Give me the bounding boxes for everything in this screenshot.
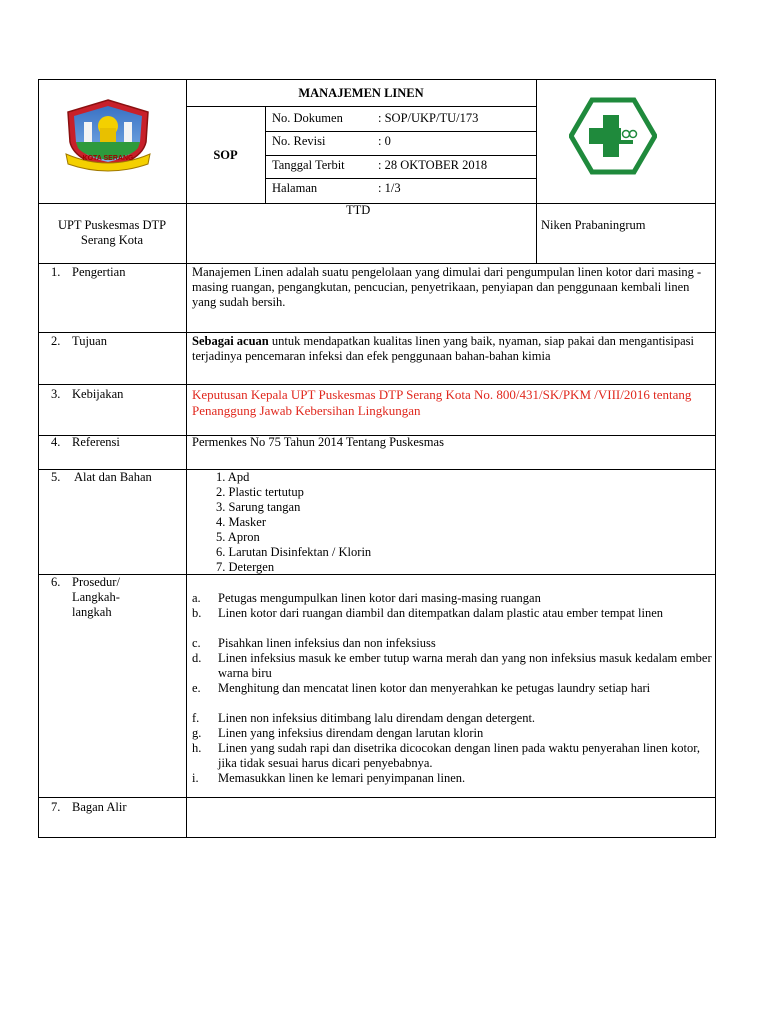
list-item: 7. Detergen <box>216 560 275 574</box>
org-name: UPT Puskesmas DTP Serang Kota <box>57 218 167 247</box>
alat-list <box>216 470 371 575</box>
section-number: 3. <box>51 387 61 401</box>
section-number: 6. <box>51 575 61 589</box>
section-label-kebijakan: Kebijakan <box>72 387 124 401</box>
referensi-text: Permenkes No 75 Tahun 2014 Tentang Puskesmas <box>192 435 444 449</box>
list-item: h. Linen yang sudah rapi dan disetrika dicocokan dengan linen pada waktu penyerahan linen kotor, jika tidak sesuai harus dicari penyebabnya. <box>192 741 700 770</box>
tujuan-body: untuk mendapatkan kualitas linen yang baik, nyaman, siap pakai dan mengantisipasi terjadinya pencemaran infeksi dan efek penggunaan bahan-bahan kimia <box>192 334 695 363</box>
puskesmas-logo-icon <box>569 97 657 175</box>
prosedur-steps <box>192 591 712 786</box>
tujuan-text <box>192 334 708 364</box>
list-item: 5. Apron <box>216 530 260 544</box>
sop-label: SOP <box>213 148 238 162</box>
document-title: MANAJEMEN LINEN <box>298 86 424 100</box>
left-logo <box>62 98 154 172</box>
list-item: c. Pisahkan linen infeksius dan non infeksiuss <box>192 636 436 650</box>
list-item: b. Linen kotor dari ruangan diambil dan ditempatkan dalam plastic atau ember tempat linen <box>192 606 663 620</box>
section-number: 2. <box>51 334 61 348</box>
meta-value-no-revisi: : 0 <box>378 134 391 148</box>
signer-name: Niken Prabaningrum <box>541 218 646 232</box>
meta-value-no-dokumen: : SOP/UKP/TU/173 <box>378 111 479 125</box>
kebijakan-text: Keputusan Kepala UPT Puskesmas DTP Serang Kota No. 800/431/SK/PKM /VIII/2016 tentang Penanggung Jawab Kebersihan Lingkungan <box>192 387 692 418</box>
section-label-referensi: Referensi <box>72 435 120 449</box>
section-label-prosedur: Prosedur/ Langkah-langkah <box>72 575 120 619</box>
tujuan-bold: Sebagai acuan <box>192 334 269 348</box>
ttd-label: TTD <box>346 203 371 217</box>
pengertian-text: Manajemen Linen adalah suatu pengelolaan yang dimulai dari pengumpulan linen kotor dari masing - masing ruangan, pengangkutan, pencucian, penyetrikaan, penyiapan dan penggunaan kembali linen yang sudah bersih. <box>192 265 702 309</box>
meta-label-no-revisi: No. Revisi <box>272 134 326 148</box>
list-item: i. Memasukkan linen ke lemari penyimpanan linen. <box>192 771 466 785</box>
section-number: 4. <box>51 435 61 449</box>
meta-value-tanggal-terbit: : 28 OKTOBER 2018 <box>378 158 488 172</box>
meta-value-halaman: : 1/3 <box>378 181 401 195</box>
list-item: 6. Larutan Disinfektan / Klorin <box>216 545 372 559</box>
section-number: 5. <box>51 470 61 484</box>
left-logo-label: KOTA SERANG <box>82 155 134 162</box>
list-item: f. Linen non infeksius ditimbang lalu direndam dengan detergent. <box>192 711 536 725</box>
list-item: 2. Plastic tertutup <box>216 485 304 499</box>
section-label-pengertian: Pengertian <box>72 265 126 279</box>
list-item: g. Linen yang infeksius direndam dengan larutan klorin <box>192 726 484 740</box>
section-label-alat: Alat dan Bahan <box>74 470 152 484</box>
list-item: 4. Masker <box>216 515 266 529</box>
meta-label-halaman: Halaman <box>272 181 318 195</box>
list-item: e. Menghitung dan mencatat linen kotor dan menyerahkan ke petugas laundry setiap hari <box>192 681 651 695</box>
section-label-tujuan: Tujuan <box>72 334 107 348</box>
list-item: 1. Apd <box>216 470 250 484</box>
meta-label-tanggal-terbit: Tanggal Terbit <box>272 158 345 172</box>
section-number: 7. <box>51 800 61 814</box>
section-number: 1. <box>51 265 61 279</box>
list-item: a. Petugas mengumpulkan linen kotor dari masing-masing ruangan <box>192 591 541 605</box>
list-item: 3. Sarung tangan <box>216 500 301 514</box>
list-item: d. Linen infeksius masuk ke ember tutup warna merah dan yang non infeksius masuk kedalam ember warna biru <box>192 651 712 680</box>
section-label-bagan: Bagan Alir <box>72 800 127 814</box>
meta-label-no-dokumen: No. Dokumen <box>272 111 343 125</box>
